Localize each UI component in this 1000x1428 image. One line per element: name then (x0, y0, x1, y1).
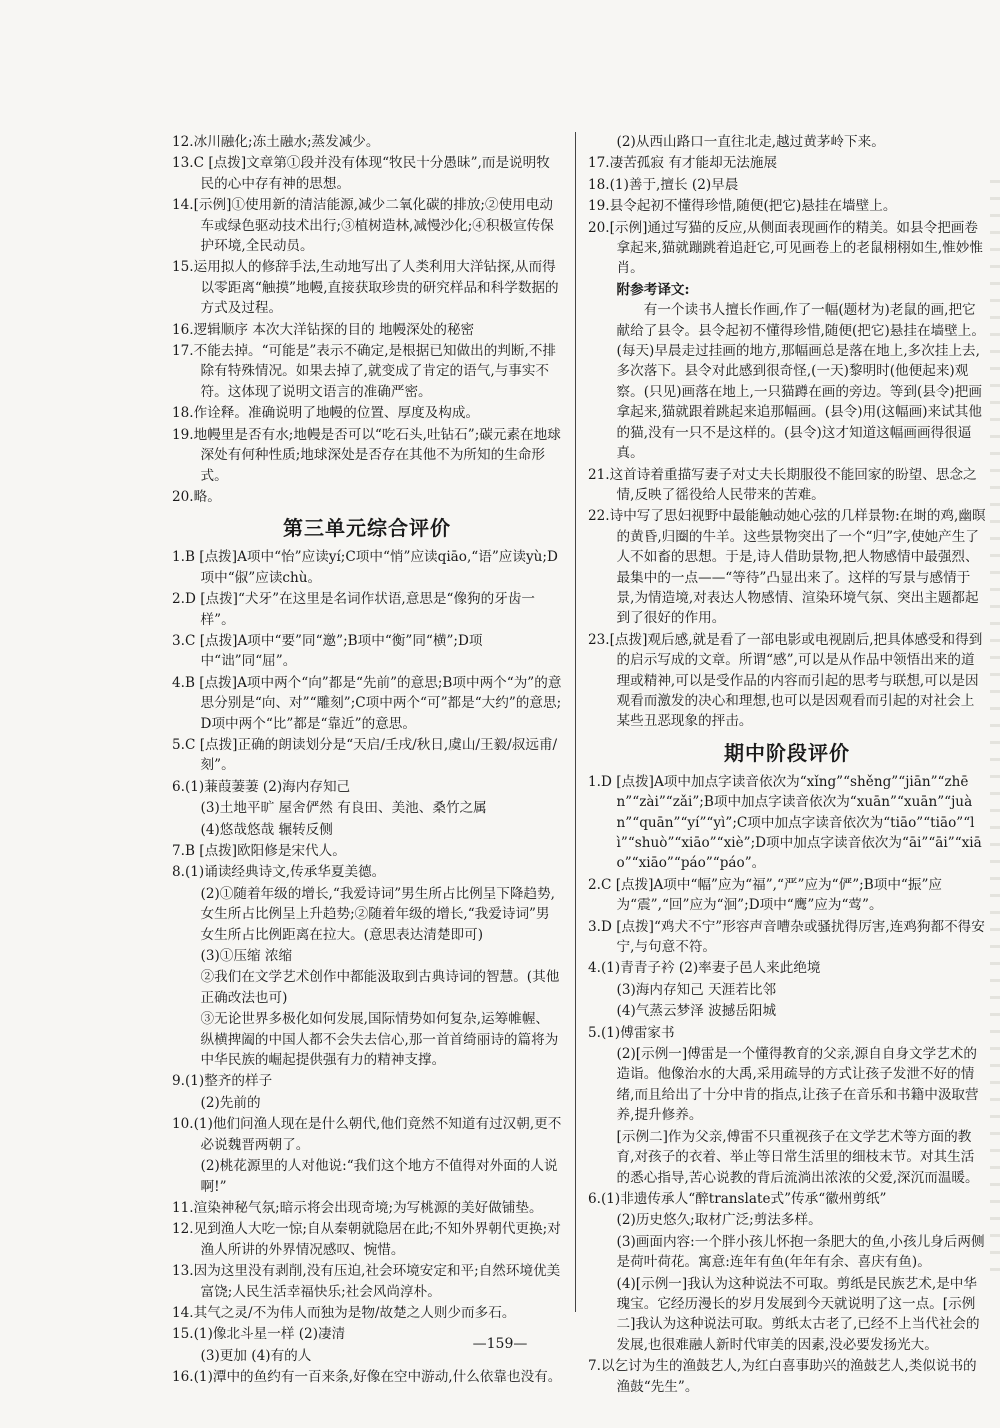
answer-line: 14.[示例]①使用新的清洁能源,减少二氧化碳的排放;②使用电动车或绿色驱动技术出行;③植树造林,减慢沙化;④积极宣传保护环境,全民动员。 (172, 197, 554, 255)
answer-group (172, 1367, 562, 1387)
answer-line: 18.(1)善于,擅长 (2)早晨 (588, 176, 739, 193)
answer-line: 5.(1)傅雷家书 (588, 1024, 675, 1041)
scan-edge-artifact (990, 180, 1000, 1280)
left-column (172, 132, 562, 1389)
answer-line: 18.作诠释。准确说明了地幔的位置、厚度及构成。 (172, 405, 480, 422)
answer-line: 13.C [点拨]文章第①段并没有体现“牧民十分愚昧”,而是说明牧民的心中存有神的思想。 (172, 155, 550, 192)
section-title-midterm: 期中阶段评价 (724, 740, 850, 765)
answer-line: 9.(1)整齐的样子 (172, 1073, 273, 1090)
answer-line: 1.D [点拨]A项中加点字读音依次为“xǐng”“shěng”“jiān”“zhēn”“zài”“zǎi”;B项中加点字读音依次为“xuān”“xuān”“juàn”“quān”“yí”“yì”;C项中加点字读音依次为“tiāo”“tiāo”“lì”“shuò”“xiāo”“xiè”;D项中加点字读音依次为“āi”“āi”“xiāo”“xiāo”“páo”“páo”。 (588, 773, 982, 872)
answer-line: 17.不能去掉。“可能是”表示不确定,是根据已知做出的判断,不排除有特殊情况。如果去掉了,就变成了肯定的语气,与事实不符。这体现了说明文语言的准确严密。 (172, 343, 557, 400)
answer-group (172, 547, 562, 797)
answer-line: ②我们在文学艺术创作中都能汲取到古典诗词的智慧。(其他正确改法也可) (200, 969, 560, 1006)
answer-line: 2.C [点拨]A项中“幅”应为“福”,“严”应为“俨”;B项中“振”应为“震”,“回”应为“洄”;D项中“鹰”应为“莺”。 (588, 876, 943, 914)
answer-line: 6.(1)非遗传承人“醉translate式”传承“徽州剪纸” (588, 1190, 887, 1207)
answer-line: 14.其气之灵/不为伟人而独为是物/故楚之人则少而多石。 (172, 1304, 516, 1321)
answer-group (172, 884, 562, 1071)
answer-group (588, 465, 986, 732)
answer-group (588, 772, 986, 979)
answer-line: 2.D [点拨]“犬牙”在这里是名词作状语,意思是“像狗的牙齿一样”。 (172, 591, 536, 628)
answer-group (588, 1023, 986, 1043)
answer-group (588, 980, 986, 1022)
answer-group (172, 1071, 562, 1091)
answer-line: 3.C [点拨]A项中“要”同“邀”;B项中“衡”同“横”;D项中“诎”同“屈”。 (172, 632, 483, 670)
answer-line: 6.(1)蒹葭萋萋 (2)海内存知己 (172, 778, 351, 795)
answer-line: 1.B [点拨]A项中“怡”应读yí;C项中“悄”应读qiāo,“语”应读yù;D项中“俶”应读chù。 (172, 549, 558, 586)
answer-line: 4.(1)青青子衿 (2)率妻子邑人来此绝境 (588, 960, 821, 977)
answer-group (172, 1156, 562, 1197)
answer-line: 7.B [点拨]欧阳修是宋代人。 (172, 843, 346, 859)
answer-group (172, 798, 562, 840)
answer-line: (2)先前的 (200, 1094, 261, 1111)
answer-group (172, 1114, 562, 1155)
answer-group (172, 841, 562, 883)
answer-line: (4)[示例一]我认为这种说法不可取。剪纸是民族艺术,是中华瑰宝。它经历漫长的岁月发展到今天就说明了这一点。[示例二]我认为这种说法可取。剪纸太古老了,已经不上当代社会的发展,也很难融人新时代审美的因素,没必要发扬光大。 (616, 1275, 980, 1353)
answer-line: 20.略。 (172, 488, 221, 505)
answer-line: 19.县令起初不懂得珍惜,随便(把它)悬挂在墙壁上。 (588, 198, 897, 215)
answer-line: 22.诗中写了思妇视野中最能触动她心弦的几样景物:在埘的鸡,幽暝的黄昏,归圈的牛羊。这些景物突出了一个“归”字,使她产生了人不如畜的思想。于是,诗人借助景物,把人物感情中最强烈、最集中的一点——“等待”凸显出来了。这样的写景与感情于景,为情造境,对表达人物感情、渲染环境气氛、突出主题都起到了很好的作用。 (588, 508, 986, 627)
answer-line: 4.B [点拨]A项中两个“向”都是“先前”的意思;B项中两个“为”的意思分别是“向、对”“雕刻”;C项中两个“可”都是“大约”的意思;D项中两个“比”都是“靠近”的意思。 (172, 674, 562, 732)
section-title-unit3: 第三单元综合评价 (283, 516, 451, 541)
answer-group (588, 1044, 986, 1188)
answer-line: (3)①压缩 浓缩 (200, 948, 293, 965)
answer-line: [示例二]作为父亲,傅雷不只重视孩子在文学艺术等方面的教育,对孩子的衣着、举止等日常生活里的细枝末节。对其生活的悉心指导,苦心说教的背后流淌出浓浓的父爱,深沉而温暖。 (616, 1128, 979, 1186)
column-divider (575, 132, 576, 1312)
answer-line: (2)[示例一]傅雷是一个懂得教育的父亲,源自自身文学艺术的造诣。他像治水的大禹,采用疏导的方式让孩子发泄不好的情绪,而且给出了十分中肯的指点,让孩子在音乐和书籍中汲取营养,提升修养。 (616, 1046, 979, 1124)
answer-line: (4)悠哉悠哉 辗转反侧 (200, 821, 333, 838)
appendix-label: 附参考译文: (616, 281, 690, 298)
answer-group (588, 1210, 986, 1355)
answer-line: (2)历史悠久;取材广泛;剪法多样。 (616, 1212, 822, 1229)
answer-line: 10.(1)他们问渔人现在是什么朝代,他们竟然不知道有过汉朝,更不必说魏晋两朝了。 (172, 1116, 562, 1153)
answer-line: 5.C [点拨]正确的朗读划分是“天启/壬戌/秋日,虞山/王毅/叔远甫/刻”。 (172, 736, 558, 774)
answer-line: (3)更加 (4)有的人 (200, 1347, 312, 1364)
answer-line: 13.因为这里没有剥削,没有压迫,社会环境安定和平;自然环境优美富饶;人民生活幸福快乐;社会风尚淳朴。 (172, 1263, 561, 1300)
answer-line: (2)从西山路口一直往北走,越过黄茅岭下来。 (616, 134, 885, 150)
answer-line: 3.D [点拨]“鸡犬不宁”形容声音嘈杂或骚扰得厉害,连鸡狗都不得安宁,与句意不符。 (588, 918, 985, 956)
answer-line: 12.冰川融化;冻土融水;蒸发减少。 (172, 134, 380, 150)
answer-line: 17.凄苦孤寂 有才能却无法施展 (588, 155, 778, 172)
answer-line: (4)气蒸云梦泽 波撼岳阳城 (616, 1003, 777, 1020)
answer-line: 23.[点拨]观后感,就是看了一部电影或电视剧后,把具体感受和得到的启示写成的文章。所谓“感”,可以是从作品中领悟出来的道理或精神,可以是受作品的内容而引起的思考与联想,可以是因观看而激发的决心和理想,也可以是因观看而引起的对社会上某些丑恶现象的抨击。 (588, 631, 983, 730)
answer-line: 12.见到渔人大吃一惊;自从秦朝就隐居在此;不知外界朝代更换;对渔人所讲的外界情况感叹、惋惜。 (172, 1221, 561, 1258)
answer-line: ③无论世界多极化如何发展,国际情势如何复杂,运筹帷幄、纵横捭阖的中国人都不会失去信心,那一首首绮丽诗的篇将为中华民族的崛起提供强有力的精神支撑。 (200, 1011, 559, 1069)
answer-line: 8.(1)诵读经典诗文,传承华夏美德。 (172, 864, 386, 881)
answer-group (588, 132, 986, 152)
answer-line: 7.以乞讨为生的渔鼓艺人,为红白喜事助兴的渔鼓艺人,类似说书的渔鼓“先生”。 (588, 1358, 977, 1395)
answer-line: 11.渲染神秘气氛;暗示将会出现奇境;为写桃源的美好做铺垫。 (172, 1199, 543, 1216)
answer-line: 21.这首诗着重描写妻子对丈夫长期服役不能回家的盼望、思念之情,反映了徭役给人民带来的苦难。 (588, 466, 977, 503)
answer-line: (3)土地平旷 屋舍俨然 有良田、美池、桑竹之属 (200, 800, 487, 817)
answer-line: 20.[示例]通过写猫的反应,从侧面表现画作的精美。如县令把画卷拿起来,猫就蹦跳着追赶它,可见画卷上的老鼠栩栩如生,惟妙惟肖。 (588, 219, 983, 277)
answer-line: 15.(1)像北斗星一样 (2)凄清 (172, 1326, 346, 1343)
answer-group (172, 1198, 562, 1345)
answer-group (588, 1189, 986, 1209)
answer-line: (2)①随着年级的增长,“我爱诗词”男生所占比例呈下降趋势,女生所占比例呈上升趋势;②随着年级的增长,“我爱诗词”男女生所占比例距离在拉大。(意思表达清楚即可) (200, 885, 555, 943)
answer-line: 15.运用拟人的修辞手法,生动地写出了人类利用大洋钻探,从而得以零距离“触摸”地幔,直接获取珍贵的研究样品和科学数据的方式及过程。 (172, 259, 559, 317)
answer-line: 19.地幔里是否有水;地幔是否可以“吃石头,吐钻石”;碳元素在地球深处有何种性质;地球深处是否存在其他不为所知的生命形式。 (172, 426, 561, 484)
page-number: —159— (472, 1336, 528, 1352)
answer-line: (2)桃花源里的人对他说:“我们这个地方不值得对外面的人说啊!” (200, 1158, 558, 1195)
answer-group (172, 132, 562, 507)
answer-line: 16.(1)潭中的鱼约有一百来条,好像在空中游动,什么依靠也没有。 (172, 1369, 562, 1386)
answer-line: 16.逻辑顺序 本次大洋钻探的目的 地幔深处的秘密 (172, 321, 475, 338)
answer-group (588, 153, 986, 278)
right-column (588, 132, 986, 1398)
appendix-translation: 有一个读书人擅长作画,作了一幅(题材为)老鼠的画,把它献给了县令。县令起初不懂得珍惜,随便(把它)悬挂在墙壁上。(每天)早晨走过挂画的地方,那幅画总是落在地上,多次挂上去,多次落下。县令对此感到很奇怪,(一天)黎明时(他便起来)观察。(只见)画落在地上,一只猫蹲在画的旁边。等到(县令)把画拿起来,猫就跟着跳起来追那幅画。(县令)用(这幅画)来试其他的猫,没有一只不是这样的。(县令)这才知道这幅画画得很逼真。 (616, 302, 985, 462)
watermark-logo (796, 1364, 986, 1418)
answer-line: (3)画面内容:一个胖小孩儿怀抱一条肥大的鱼,小孩儿身后两侧是荷叶荷花。寓意:连年有鱼(年年有余、喜庆有鱼)。 (616, 1233, 985, 1271)
answer-line: (3)海内存知己 天涯若比邻 (616, 981, 777, 998)
answer-group (172, 1093, 562, 1113)
